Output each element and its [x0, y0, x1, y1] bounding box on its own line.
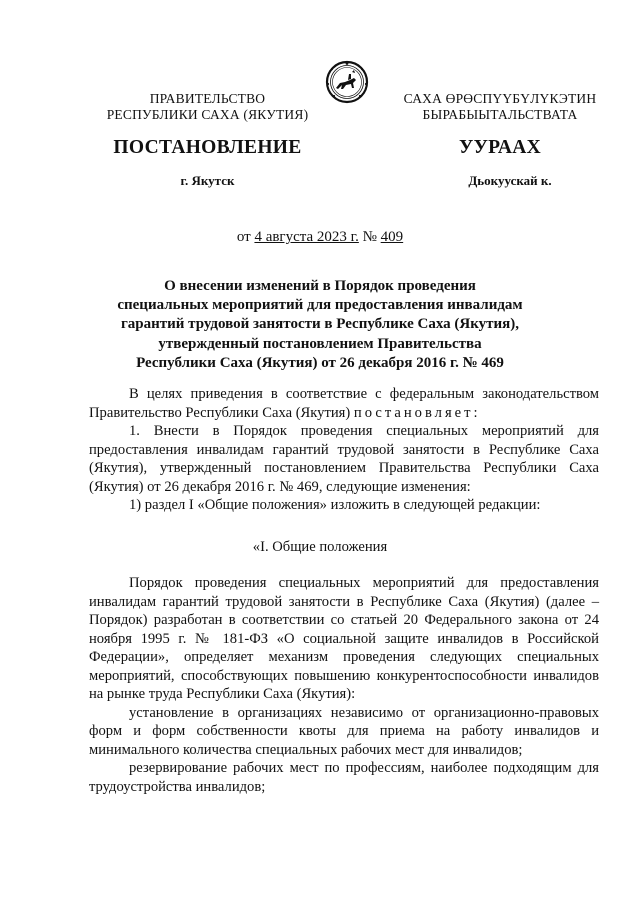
government-name-sah-line2: БЫРАБЫЫТАЛЬСТВАТА: [422, 107, 578, 122]
section-heading: «I. Общие положения: [252, 539, 388, 555]
title-line: специальных мероприятий для предоставления инвалидам: [117, 297, 523, 314]
date-prefix: от: [236, 229, 255, 245]
item-1-paragraph: 1. Внести в Порядок проведения специальных мероприятий для предоставления инвалидам гарантий трудовой занятости в Республике Саха (Якутия), утвержденный постановлением Правительства Республики Саха (Якутия) от 26 декабря 2016 г. № 469, следующие изменения:: [89, 423, 599, 495]
doc-type-ru: ПОСТАНОВЛЕНИЕ: [113, 137, 302, 158]
date-line: [0, 229, 640, 246]
title-line: гарантий трудовой занятости в Республике Саха (Якутия),: [120, 316, 520, 333]
government-name-ru-line2: РЕСПУБЛИКИ САХА (ЯКУТИЯ): [106, 107, 309, 122]
government-name-sah-line1: САХА ӨРӨСПҮҮБҮЛҮКЭТИН: [403, 91, 597, 106]
title-line: О внесении изменений в Порядок проведения: [164, 278, 476, 294]
document-date: 4 августа 2023 г.: [254, 229, 359, 245]
body-paragraph: установление в организациях независимо от организационно-правовых форм и форм собственности квоты для приема на работу инвалидов и минимального количества специальных рабочих мест для инвалидов;: [89, 704, 599, 758]
preamble-paragraph: [89, 385, 599, 422]
body-block-2: [89, 574, 599, 796]
city-ru: г. Якутск: [180, 173, 235, 188]
government-name-sah: [370, 91, 630, 123]
decree-word: постановляет:: [353, 404, 481, 421]
body-paragraph: Порядок проведения специальных мероприятий для предоставления инвалидам гарантий трудовой занятости в Республике Саха (Якутия) (далее – Порядок) разработан в соответствии со статьей 20 Федерального закона от 24 ноября 1995 г. № 181-ФЗ «О социальной защите инвалидов в Российской Федерации», определяет механизм проведения следующих специальных мероприятий, способствующих повышению конкурентоспособности инвалидов на рынке труда Республики Саха (Якутия):: [89, 575, 599, 702]
document-title: [80, 277, 560, 373]
number-sign: №: [358, 229, 381, 245]
city-sah: Дьокуускай к.: [468, 173, 552, 188]
preamble-text: В целях приведения в соответствие с федеральным законодательством Правительство Республики Саха (Якутия): [89, 386, 599, 421]
item-1-1-paragraph: 1) раздел I «Общие положения» изложить в следующей редакции:: [129, 497, 541, 513]
document-number: 409: [380, 229, 404, 245]
body-paragraph: резервирование рабочих мест по профессиям, наиболее подходящим для трудоустройства инвалидов;: [89, 760, 599, 795]
doc-type-sah: УУРААХ: [458, 137, 542, 158]
government-name-ru-line1: ПРАВИТЕЛЬСТВО: [149, 91, 266, 106]
government-name-ru: [100, 91, 315, 123]
title-line: утвержденный постановлением Правительства: [158, 335, 482, 352]
body-block-1: [89, 385, 599, 515]
title-line: Республики Саха (Якутия) от 26 декабря 2016 г. № 469: [136, 354, 504, 371]
